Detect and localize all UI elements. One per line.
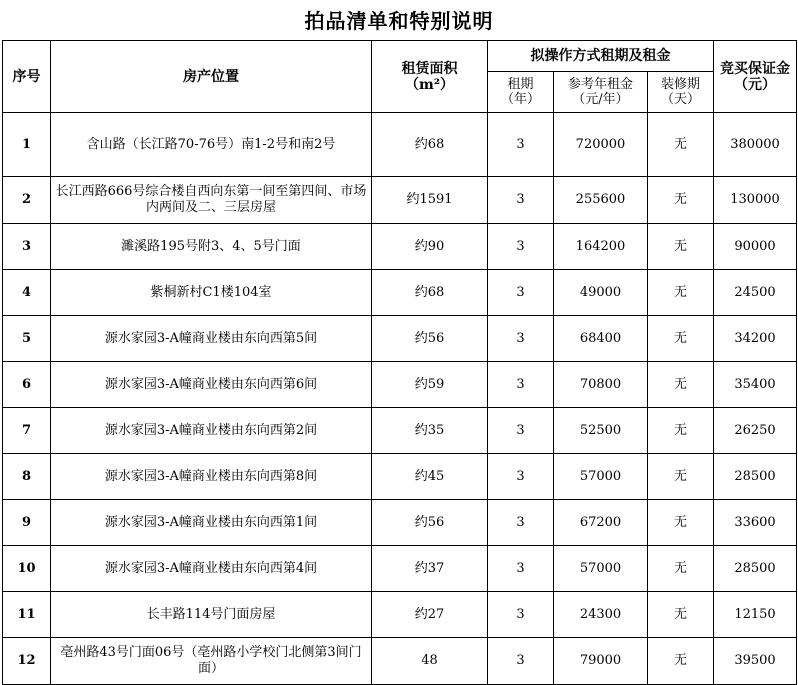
row-term: 3 [488, 454, 554, 500]
row-deposit: 34200 [714, 316, 797, 362]
row-location: 紫桐新村C1楼104室 [51, 270, 372, 316]
row-rent: 164200 [554, 224, 648, 270]
row-area: 约68 [372, 113, 488, 177]
row-deposit: 39500 [714, 638, 797, 685]
row-rent: 67200 [554, 500, 648, 546]
row-deposit: 380000 [714, 113, 797, 177]
header-rent-unit: （元/年） [572, 92, 629, 107]
row-term: 3 [488, 592, 554, 638]
row-rent: 49000 [554, 270, 648, 316]
row-term: 3 [488, 408, 554, 454]
row-area: 约56 [372, 316, 488, 362]
table-row [3, 270, 797, 316]
header-area-label: 租赁面积 [401, 60, 458, 77]
row-index: 3 [3, 224, 51, 270]
row-rent: 79000 [554, 638, 648, 685]
row-deposit: 26250 [714, 408, 797, 454]
row-index: 6 [3, 362, 51, 408]
row-index: 7 [3, 408, 51, 454]
row-fitout: 无 [648, 546, 714, 592]
header-area [372, 41, 488, 113]
row-rent: 57000 [554, 546, 648, 592]
row-rent: 57000 [554, 454, 648, 500]
header-area-unit: （m²） [405, 76, 454, 93]
row-index: 10 [3, 546, 51, 592]
row-term: 3 [488, 177, 554, 224]
row-location: 源水家园3-A幢商业楼由东向西第5间 [51, 316, 372, 362]
row-term: 3 [488, 316, 554, 362]
row-area: 约59 [372, 362, 488, 408]
row-location: 源水家园3-A幢商业楼由东向西第6间 [51, 362, 372, 408]
row-area: 约56 [372, 500, 488, 546]
row-deposit: 35400 [714, 362, 797, 408]
header-fitout [648, 72, 714, 113]
table-row [3, 592, 797, 638]
row-fitout: 无 [648, 408, 714, 454]
header-fitout-unit: （天） [661, 92, 701, 107]
row-location: 源水家园3-A幢商业楼由东向西第4间 [51, 546, 372, 592]
row-term: 3 [488, 638, 554, 685]
header-deposit: 竞买保证金（元） [714, 41, 797, 113]
row-term: 3 [488, 224, 554, 270]
row-deposit: 28500 [714, 454, 797, 500]
row-area: 约27 [372, 592, 488, 638]
row-term: 3 [488, 500, 554, 546]
row-area: 约45 [372, 454, 488, 500]
row-location: 源水家园3-A幢商业楼由东向西第1间 [51, 500, 372, 546]
table-row [3, 454, 797, 500]
row-term: 3 [488, 270, 554, 316]
table-row [3, 362, 797, 408]
table-row [3, 113, 797, 177]
row-location: 源水家园3-A幢商业楼由东向西第8间 [51, 454, 372, 500]
row-deposit: 12150 [714, 592, 797, 638]
row-area: 约90 [372, 224, 488, 270]
page-title: 拍品清单和特别说明 [304, 9, 494, 33]
row-location: 濉溪路195号附3、4、5号门面 [51, 224, 372, 270]
row-index: 2 [3, 177, 51, 224]
table-row [3, 638, 797, 685]
row-fitout: 无 [648, 224, 714, 270]
table-row [3, 316, 797, 362]
row-area: 约37 [372, 546, 488, 592]
header-location: 房产位置 [51, 41, 372, 113]
header-term-label: 租期 [507, 77, 534, 92]
row-deposit: 33600 [714, 500, 797, 546]
row-rent: 68400 [554, 316, 648, 362]
row-location: 源水家园3-A幢商业楼由东向西第2间 [51, 408, 372, 454]
row-rent: 255600 [554, 177, 648, 224]
row-index: 1 [3, 113, 51, 177]
header-fitout-label: 装修期 [661, 77, 701, 92]
header-row-1 [3, 41, 797, 72]
row-fitout: 无 [648, 316, 714, 362]
row-area: 约68 [372, 270, 488, 316]
row-term: 3 [488, 362, 554, 408]
header-rent-label: 参考年租金 [567, 77, 633, 92]
row-fitout: 无 [648, 454, 714, 500]
row-index: 11 [3, 592, 51, 638]
row-rent: 720000 [554, 113, 648, 177]
table-row [3, 546, 797, 592]
row-fitout: 无 [648, 638, 714, 685]
header-term-unit: （年） [500, 92, 540, 107]
table-body [3, 113, 797, 685]
row-location: 亳州路43号门面06号（亳州路小学校门北侧第3间门面） [51, 638, 372, 685]
table-row [3, 408, 797, 454]
auction-items-table [2, 40, 797, 685]
row-deposit: 24500 [714, 270, 797, 316]
table-row [3, 500, 797, 546]
row-fitout: 无 [648, 177, 714, 224]
header-term [488, 72, 554, 113]
row-fitout: 无 [648, 270, 714, 316]
row-index: 12 [3, 638, 51, 685]
header-rent [554, 72, 648, 113]
row-fitout: 无 [648, 113, 714, 177]
row-fitout: 无 [648, 592, 714, 638]
row-fitout: 无 [648, 500, 714, 546]
row-fitout: 无 [648, 362, 714, 408]
row-rent: 70800 [554, 362, 648, 408]
row-location: 长丰路114号门面房屋 [51, 592, 372, 638]
header-plan: 拟操作方式租期及租金 [488, 41, 714, 72]
row-area: 约35 [372, 408, 488, 454]
row-term: 3 [488, 113, 554, 177]
row-index: 8 [3, 454, 51, 500]
row-deposit: 28500 [714, 546, 797, 592]
row-term: 3 [488, 546, 554, 592]
row-location: 含山路（长江路70-76号）南1-2号和南2号 [51, 113, 372, 177]
row-location: 长江西路666号综合楼自西向东第一间至第四间、市场内两间及二、三层房屋 [51, 177, 372, 224]
row-deposit: 130000 [714, 177, 797, 224]
row-rent: 52500 [554, 408, 648, 454]
row-index: 5 [3, 316, 51, 362]
row-area: 48 [372, 638, 488, 685]
row-area: 约1591 [372, 177, 488, 224]
header-index: 序号 [3, 41, 51, 113]
row-rent: 24300 [554, 592, 648, 638]
table-row [3, 177, 797, 224]
row-index: 4 [3, 270, 51, 316]
row-deposit: 90000 [714, 224, 797, 270]
table-row [3, 224, 797, 270]
row-index: 9 [3, 500, 51, 546]
